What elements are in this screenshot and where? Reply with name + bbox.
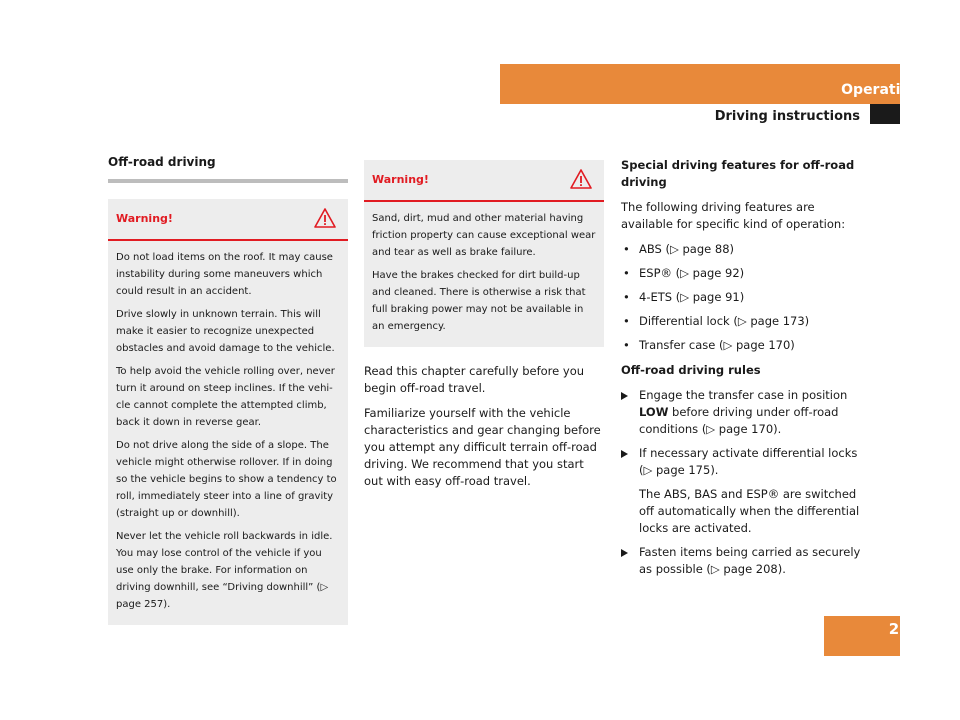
warning-paragraph: Do not load items on the roof. It may cause instability during some maneuvers which could result in an accident. bbox=[116, 252, 333, 297]
list-item-text: ESP® (▷ page 92) bbox=[639, 266, 745, 280]
warning-paragraph: Sand, dirt, mud and other material having friction property can cause exceptional wear and tear as well as brake failure. bbox=[372, 213, 596, 258]
list-item bbox=[621, 241, 861, 258]
warning-paragraph: To help avoid the vehicle rolling over, never turn it around on steep inclines. If the vehi-cle cannot complete the attempted climb, back it down in reverse gear. bbox=[116, 366, 335, 428]
warning-header bbox=[108, 199, 348, 241]
step-text: If necessary activate differential locks (▷ page 175). bbox=[639, 446, 858, 477]
warning-title: Warning! bbox=[372, 173, 429, 186]
warning-body bbox=[108, 241, 348, 625]
warning-triangle-icon bbox=[314, 207, 336, 229]
bullet-icon: • bbox=[623, 266, 630, 280]
step-text: Engage the transfer case in position bbox=[639, 388, 848, 402]
warning-box-roof bbox=[108, 199, 348, 625]
bullet-icon: • bbox=[623, 314, 630, 328]
page-number: 253 bbox=[888, 620, 920, 638]
list-item-text: 4-ETS (▷ page 91) bbox=[639, 290, 745, 304]
bullet-icon: • bbox=[623, 338, 630, 352]
section-heading-special-features: Special driving features for off-road driving bbox=[621, 158, 855, 189]
warning-title: Warning! bbox=[116, 212, 173, 225]
list-item-text: Differential lock (▷ page 173) bbox=[639, 314, 810, 328]
rules-list-continued bbox=[621, 544, 861, 578]
feature-list bbox=[621, 241, 861, 354]
section-heading-off-road: Off-road driving bbox=[108, 155, 216, 169]
rules-list bbox=[621, 387, 861, 479]
step-note: The ABS, BAS and ESP® are switched off automatically when the differential locks are activated. bbox=[639, 487, 860, 535]
intro-text bbox=[364, 363, 604, 490]
bullet-icon: • bbox=[623, 290, 630, 304]
body-paragraph: Familiarize yourself with the vehicle characteristics and gear changing before you attempt any difficult terrain off-road driving. We recommend that you start out with easy off-road travel. bbox=[364, 406, 601, 488]
list-item-text: ABS (▷ page 88) bbox=[639, 242, 734, 256]
body-paragraph: The following driving features are available for specific kind of operation: bbox=[621, 200, 846, 231]
arrow-right-icon bbox=[621, 450, 628, 458]
warning-paragraph: Have the brakes checked for dirt build-up and cleaned. There is otherwise a risk that full braking power may not be available in an emergency. bbox=[372, 270, 586, 332]
column-left bbox=[108, 155, 348, 625]
chapter-subtitle: Driving instructions bbox=[714, 109, 860, 124]
list-item bbox=[621, 337, 861, 354]
arrow-right-icon bbox=[621, 549, 628, 557]
warning-paragraph: Do not drive along the side of a slope. The vehicle might otherwise rollover. If in doing so the vehicle begins to show a tendency to roll, immediately steer into a line of gravity (straight up or downhill). bbox=[116, 440, 337, 519]
step-text: Fasten items being carried as securely as possible (▷ page 208). bbox=[639, 545, 861, 576]
warning-box-brakes bbox=[364, 160, 604, 347]
step-item bbox=[621, 544, 861, 578]
bullet-icon: • bbox=[623, 242, 630, 256]
warning-header bbox=[364, 160, 604, 202]
warning-paragraph: Drive slowly in unknown terrain. This will make it easier to recognize unexpected obstacles and avoid damage to the vehicle. bbox=[116, 309, 335, 354]
step-text: before driving under off-road conditions (▷ page 170). bbox=[639, 405, 839, 436]
step-emphasis: LOW bbox=[639, 405, 669, 419]
list-item-text: Transfer case (▷ page 170) bbox=[639, 338, 795, 352]
column-right bbox=[621, 157, 861, 585]
warning-body bbox=[364, 202, 604, 347]
list-item bbox=[621, 265, 861, 282]
header-bar bbox=[500, 64, 900, 104]
warning-paragraph: Never let the vehicle roll backwards in idle. You may lose control of the vehicle if you use only the brake. For information on driving downhill, see “Driving downhill” (▷ page 257). bbox=[116, 531, 333, 610]
section-title: Operation bbox=[841, 82, 920, 98]
arrow-right-icon bbox=[621, 392, 628, 400]
list-item bbox=[621, 289, 861, 306]
step-item bbox=[621, 445, 861, 479]
body-paragraph: Read this chapter carefully before you begin off-road travel. bbox=[364, 364, 585, 395]
header-marker bbox=[870, 104, 900, 124]
heading-rule bbox=[108, 179, 348, 183]
column-middle bbox=[364, 160, 604, 498]
step-item bbox=[621, 387, 861, 438]
list-item bbox=[621, 313, 861, 330]
section-heading-rules: Off-road driving rules bbox=[621, 363, 761, 377]
warning-triangle-icon bbox=[570, 168, 592, 190]
